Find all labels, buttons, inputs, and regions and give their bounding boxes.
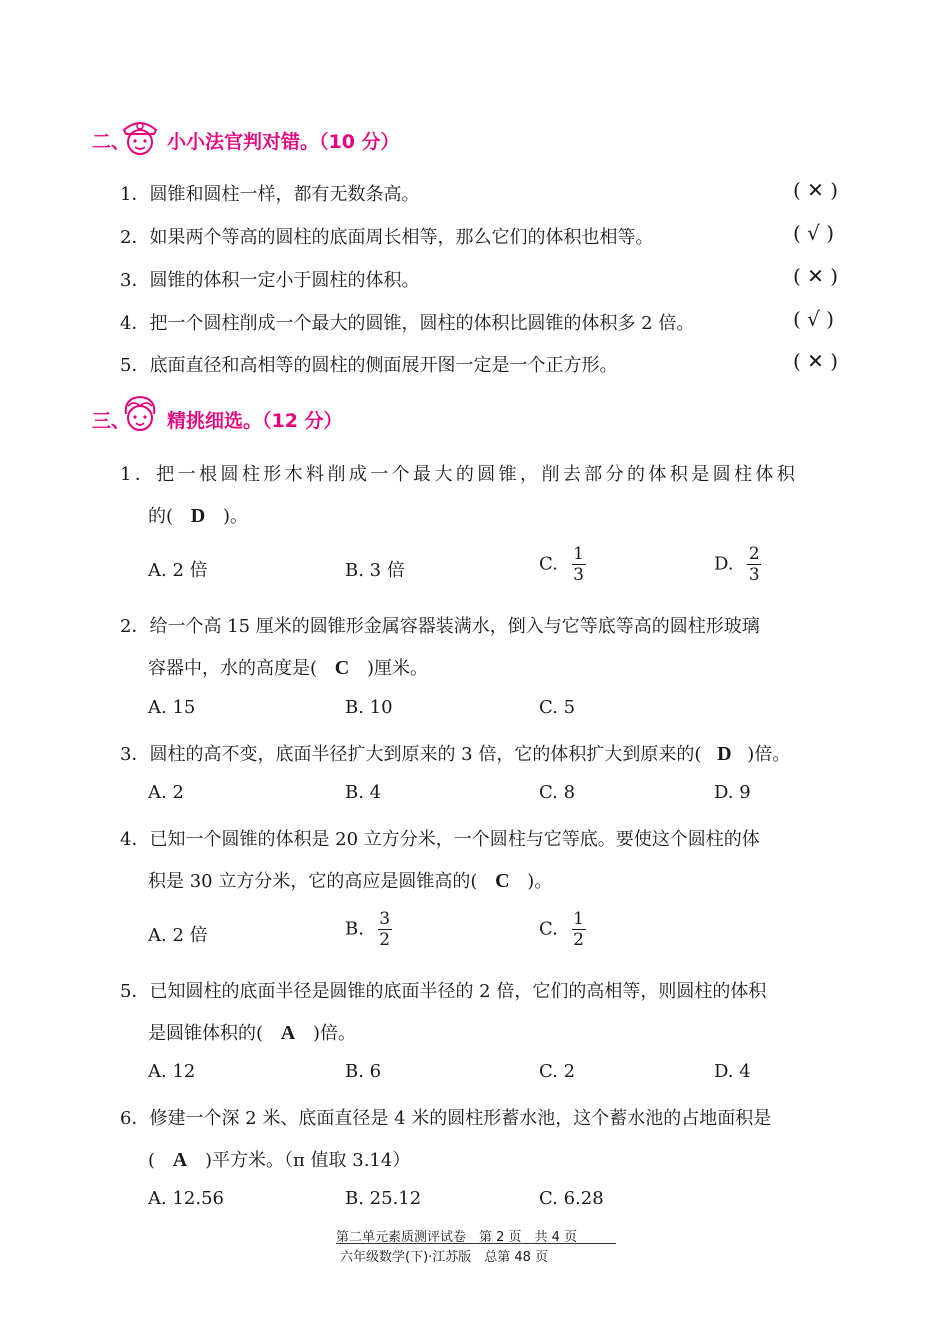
girl-mascot-icon [118,392,162,440]
judge-item-4: 4．把一个圆柱削成一个最大的圆锥，圆柱的体积比圆锥的体积多 2 倍。 [120,313,695,334]
judge-mark-5: ( ✕ ) [793,349,839,373]
question-6-line2: ( A )平方米。（π 值取 3.14） [148,1149,411,1171]
section3-title: 精挑细选。（12 分） [167,410,343,432]
question-3-option-d: D. 9 [714,782,751,803]
question-1-pre: 的( [148,506,174,527]
question-5-option-d: D. 4 [714,1061,751,1082]
question-3-answer: D [717,743,732,765]
judge-item-3: 3．圆锥的体积一定小于圆柱的体积。 [120,270,420,291]
fraction-denominator: 3 [573,565,584,585]
section2-number: 二、 [92,131,131,153]
judge-mascot-icon [118,114,162,162]
judge-mark-2: ( √ ) [793,221,835,245]
footer-divider [336,1243,616,1244]
question-1-answer: D [190,505,206,527]
section2-title: 小小法官判对错。（10 分） [167,131,400,153]
question-6-answer: A [172,1149,188,1171]
judge-mark-4: ( √ ) [793,307,835,331]
question-6-line1: 6．修建一个深 2 米、底面直径是 4 米的圆柱形蓄水池，这个蓄水池的占地面积是 [120,1108,772,1129]
question-1-line1: 1．把一根圆柱形木料削成一个最大的圆锥，削去部分的体积是圆柱体积 [120,464,799,485]
question-5-option-a: A. 12 [148,1061,196,1082]
question-3-option-c: C. 8 [539,782,576,803]
question-2-option-b: B. 10 [345,697,393,718]
question-4-line1: 4．已知一个圆锥的体积是 20 立方分米，一个圆柱与它等底。要使这个圆柱的体 [120,829,760,850]
question-3-line1: 3．圆柱的高不变，底面半径扩大到原来的 3 倍，它的体积扩大到原来的( D )倍。 [120,743,791,765]
question-6-option-c: C. 6.28 [539,1188,604,1209]
question-6-option-a: A. 12.56 [148,1188,224,1209]
question-1-line2 [148,502,248,528]
section3-number: 三、 [92,410,131,432]
judge-item-5: 5．底面直径和高相等的圆柱的侧面展开图一定是一个正方形。 [120,355,618,376]
question-5-option-b: B. 6 [345,1061,382,1082]
question-5-line2: 是圆锥体积的( A )倍。 [148,1022,356,1044]
fraction-numerator: 3 [379,909,391,929]
fraction-numerator: 2 [748,544,760,564]
question-6-option-b: B. 25.12 [345,1188,422,1209]
question-3-option-b: B. 4 [345,782,382,803]
fraction-denominator: 3 [748,565,760,585]
question-5-option-c: C. 2 [539,1061,576,1082]
question-1-option-a: A. 2 倍 [148,560,208,581]
question-2-line2: 容器中，水的高度是( C )厘米。 [148,657,428,679]
question-4-option-b: B. $\frac{3}{2}$ [345,909,391,950]
judge-mark-1: ( ✕ ) [793,178,839,202]
question-1-option-c: C. $\frac{1}{3}$ [539,544,584,585]
fraction-denominator: 2 [379,930,391,950]
question-2-option-c: C. 5 [539,697,576,718]
footer-line-1: 第二单元素质测评试卷 第 2 页 共 4 页 [336,1230,578,1245]
question-3-option-a: A. 2 [148,782,184,803]
question-1-post: )。 [222,506,248,527]
fraction-numerator: 1 [573,909,584,929]
question-4-option-a: A. 2 倍 [148,925,208,946]
footer-line-2: 六年级数学(下)·江苏版 总第 48 页 [340,1250,549,1265]
question-1-option-d: D. $\frac{2}{3}$ [714,544,760,585]
judge-item-1: 1．圆锥和圆柱一样，都有无数条高。 [120,184,420,205]
question-2-answer: C [334,657,350,679]
question-2-line1: 2．给一个高 15 厘米的圆锥形金属容器装满水，倒入与它等底等高的圆柱形玻璃 [120,616,760,637]
question-2-option-a: A. 15 [148,697,196,718]
question-4-answer: C [495,870,510,892]
question-4-option-c: C. $\frac{1}{2}$ [539,909,584,950]
judge-mark-3: ( ✕ ) [793,264,839,288]
fraction-denominator: 2 [573,930,584,950]
question-4-line2: 积是 30 立方分米，它的高应是圆锥高的( C )。 [148,870,553,892]
question-5-line1: 5．已知圆柱的底面半径是圆锥的底面半径的 2 倍，它们的高相等，则圆柱的体积 [120,981,767,1002]
question-5-answer: A [280,1022,296,1044]
question-1-option-b: B. 3 倍 [345,560,405,581]
fraction-numerator: 1 [573,544,584,564]
judge-item-2: 2．如果两个等高的圆柱的底面周长相等，那么它们的体积也相等。 [120,227,654,248]
